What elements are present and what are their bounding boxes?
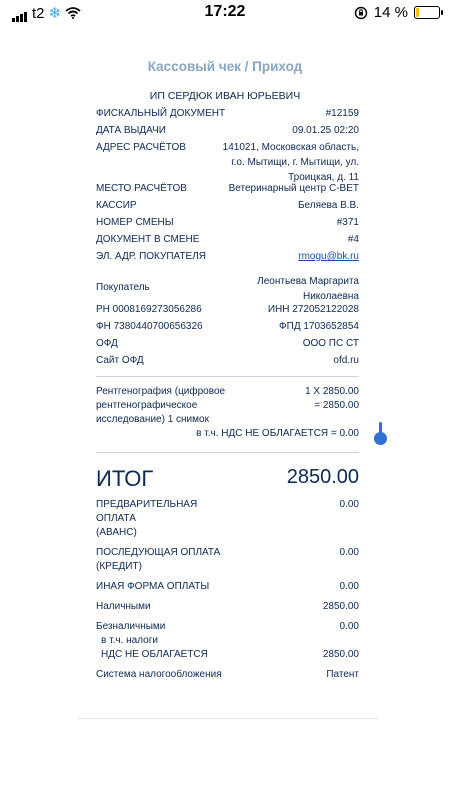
taxes-label: в т.ч. налоги <box>101 635 158 646</box>
info-label: КАССИР <box>96 200 137 211</box>
info-value: #12159 <box>325 108 359 119</box>
buyer-name-line2: Николаевна <box>303 291 359 302</box>
info-value: 09.01.25 02:20 <box>292 125 359 136</box>
total-label: ИТОГ <box>96 466 154 491</box>
cash-label: Наличными <box>96 601 151 612</box>
info-value: #371 <box>336 217 359 228</box>
info-label: ЭЛ. АДР. ПОКУПАТЕЛЯ <box>96 251 206 262</box>
battery-level <box>416 8 419 17</box>
ofd-site-link[interactable]: ofd.ru <box>333 355 359 366</box>
registry-label: Сайт ОФД <box>96 355 144 366</box>
credit-label-line1: ПОСЛЕДУЮЩАЯ ОПЛАТА <box>96 547 221 558</box>
cashless-value: 0.00 <box>339 621 359 632</box>
info-value: Троицкая, д. 11 <box>288 172 359 183</box>
tax-system-value: Патент <box>326 669 359 680</box>
credit-label-line2: (КРЕДИТ) <box>96 561 142 572</box>
item-name-line1: Рентгенография (цифровое <box>96 386 226 397</box>
seller-name: ИП СЕРДЮК ИВАН ЮРЬЕВИЧ <box>149 90 301 102</box>
status-time: 17:22 <box>204 3 246 20</box>
registry-label: ОФД <box>96 338 118 349</box>
advance-label-line1: ПРЕДВАРИТЕЛЬНАЯ <box>96 499 198 510</box>
info-value: г.о. Мытищи, г. Мытищи, ул. <box>231 157 359 168</box>
info-value: #4 <box>347 234 359 245</box>
bottom-divider <box>78 718 378 719</box>
info-label: ДОКУМЕНТ В СМЕНЕ <box>96 234 200 245</box>
advance-value: 0.00 <box>339 499 359 510</box>
rotation-lock-icon <box>354 6 368 20</box>
info-value: Беляева В.В. <box>297 200 359 211</box>
vat-value: 2850.00 <box>322 649 359 660</box>
credit-value: 0.00 <box>339 547 359 558</box>
status-right <box>354 4 440 21</box>
total-value: 2850.00 <box>286 466 359 488</box>
item-vat: в т.ч. НДС НЕ ОБЛАГАЕТСЯ = 0.00 <box>196 428 359 439</box>
info-label: МЕСТО РАСЧЁТОВ <box>96 183 187 194</box>
divider <box>96 376 359 377</box>
buyer-name-line1: Леонтьева Маргарита <box>257 276 359 287</box>
scroll-indicator-handle[interactable] <box>374 432 387 445</box>
info-label: НОМЕР СМЕНЫ <box>96 217 174 228</box>
item-name-line3: исследование) 1 снимок <box>96 414 209 425</box>
receipt-title: Кассовый чек / Приход <box>147 59 303 74</box>
cash-value: 2850.00 <box>322 601 359 612</box>
other-payment-label: ИНАЯ ФОРМА ОПЛАТЫ <box>96 581 210 592</box>
advance-label-line2: ОПЛАТА <box>96 513 136 524</box>
buyer-email-link[interactable]: rmogu@bk.ru <box>298 251 359 262</box>
divider <box>96 452 359 453</box>
battery-percent: 14 % <box>373 4 408 21</box>
registry-value: ФПД 1703652854 <box>279 321 359 332</box>
item-qty-price: 1 X 2850.00 <box>305 386 359 397</box>
info-label: ДАТА ВЫДАЧИ <box>96 125 166 136</box>
registry-label: ФН 7380440700656326 <box>96 321 203 332</box>
info-value: 141021, Московская область, <box>222 142 359 153</box>
buyer-label: Покупатель <box>96 282 150 293</box>
info-value: Ветеринарный центр С-ВЕТ <box>228 183 359 194</box>
other-payment-value: 0.00 <box>339 581 359 592</box>
snowflake-icon: ❄ <box>48 5 62 22</box>
info-label: АДРЕС РАСЧЁТОВ <box>96 142 186 153</box>
info-label: ФИСКАЛЬНЫЙ ДОКУМЕНТ <box>96 108 226 119</box>
battery-icon <box>414 6 440 19</box>
registry-value: ООО ПС СТ <box>302 338 359 349</box>
vat-label: НДС НЕ ОБЛАГАЕТСЯ <box>101 649 208 660</box>
status-bar <box>0 0 450 28</box>
registry-value: ИНН 272052122028 <box>267 304 359 315</box>
item-name-line2: рентгенографическое <box>96 400 198 411</box>
item-sum: = 2850.00 <box>314 400 359 411</box>
advance-label-line3: (АВАНС) <box>96 527 137 538</box>
registry-label: РН 0008169273056286 <box>96 304 202 315</box>
carrier-label: t2 <box>32 4 45 22</box>
cashless-label: Безналичными <box>96 621 166 632</box>
tax-system-label: Система налогообложения <box>96 669 222 680</box>
